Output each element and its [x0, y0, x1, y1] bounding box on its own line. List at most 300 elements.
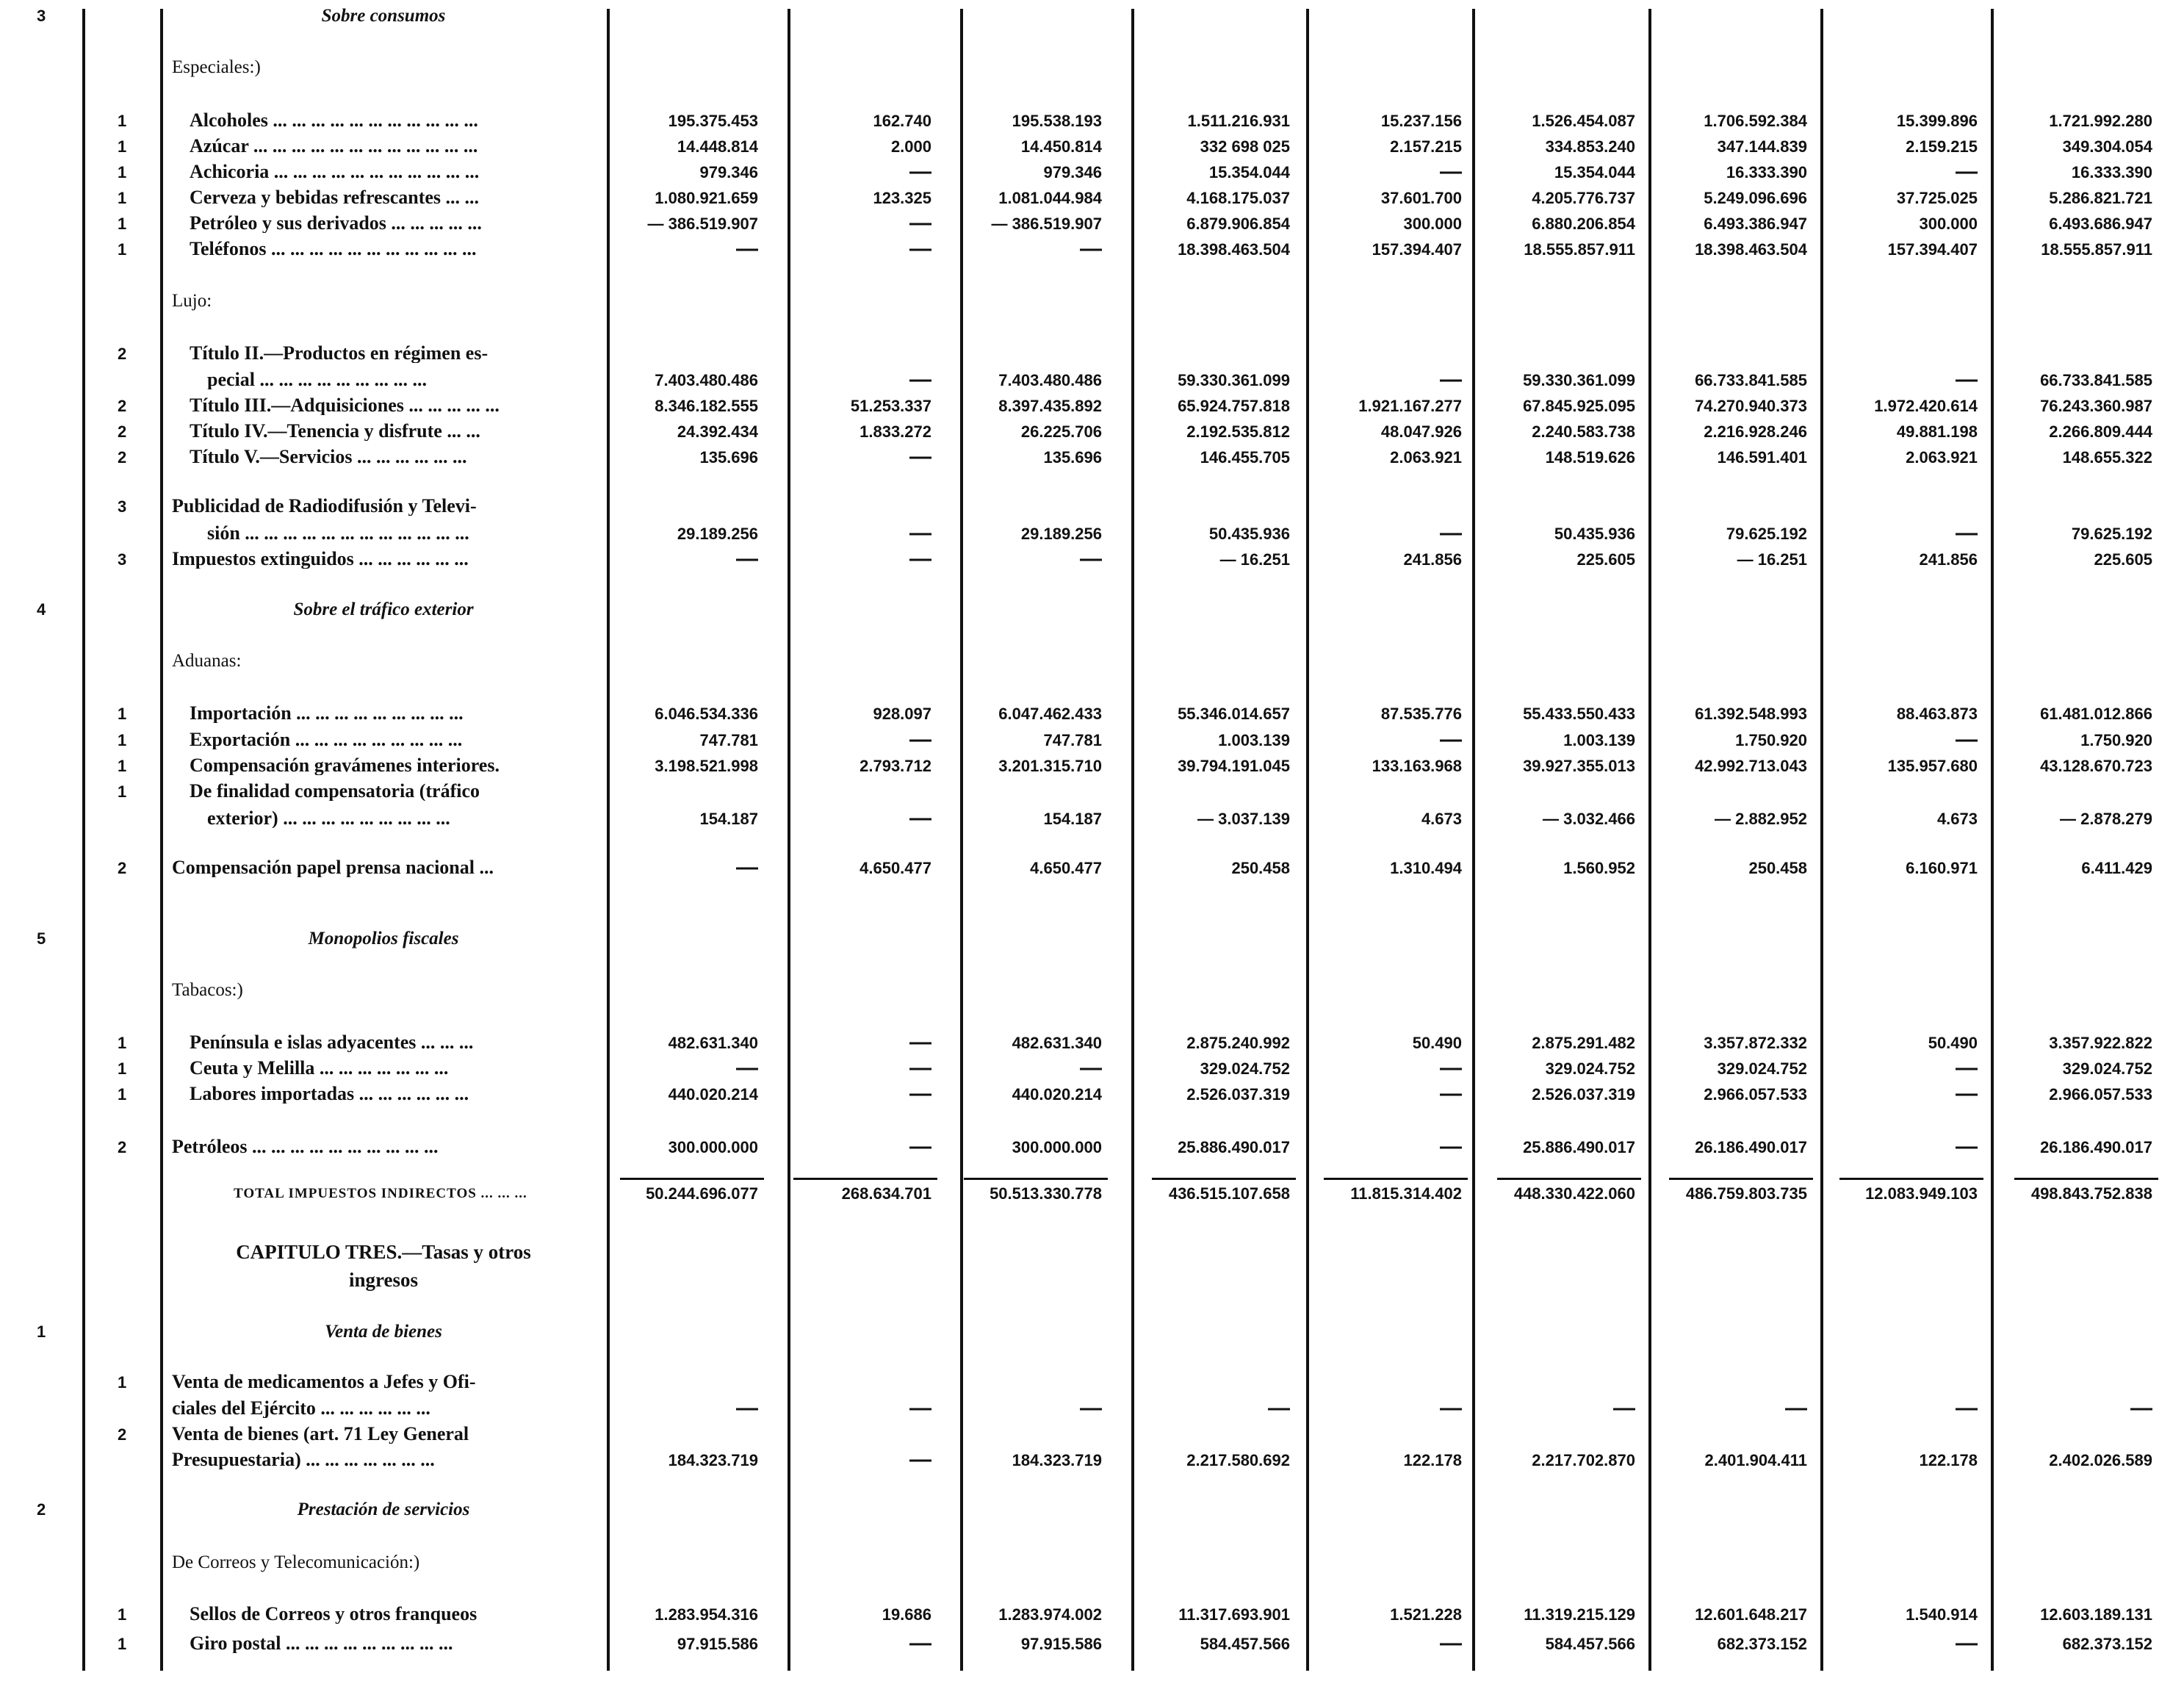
section-heading: Sobre consumos — [321, 6, 446, 26]
amount-cell: 55.346.014.657 — [1178, 705, 1290, 723]
amount-cell: 747.781 — [1043, 731, 1102, 749]
amount-cell: — — [1956, 727, 1978, 752]
concept-label: Azúcar ... ... ... ... ... ... ... ... ... ... ... ... — [190, 137, 478, 156]
amount-cell: 2.402.026.589 — [2049, 1451, 2152, 1469]
amount-cell: — — [909, 521, 931, 545]
column-rule — [1991, 9, 1994, 1671]
amount-cell: 146.591.401 — [1717, 448, 1807, 467]
amount-cell: 18.398.463.504 — [1178, 240, 1290, 259]
amount-cell: 5.249.096.696 — [1704, 189, 1807, 207]
concept-label: Título IV.—Tenencia y disfrute ... ... — [190, 422, 480, 441]
amount-cell: 76.243.360.987 — [2040, 397, 2152, 415]
section-code: 1 — [37, 1322, 46, 1341]
section-heading: Prestación de servicios — [297, 1500, 470, 1519]
amount-cell: 1.283.954.316 — [655, 1605, 758, 1624]
amount-cell: 6.411.429 — [2081, 859, 2152, 877]
total-amount-cell: 448.330.422.060 — [1513, 1184, 1635, 1203]
amount-cell: 50.490 — [1928, 1034, 1978, 1052]
amount-cell: 2.401.904.411 — [1704, 1451, 1807, 1469]
concept-label: Labores importadas ... ... ... ... ... ... — [190, 1084, 469, 1104]
group-label: Aduanas: — [172, 651, 242, 671]
column-rule — [1131, 9, 1134, 1671]
amount-cell: 3.201.315.710 — [998, 757, 1102, 775]
amount-cell: 334.853.240 — [1545, 137, 1635, 156]
subtotal-rule — [1324, 1178, 1468, 1180]
concept-label: Compensación papel prensa nacional ... — [172, 858, 494, 877]
amount-cell: 195.375.453 — [668, 112, 758, 130]
amount-cell: 195.538.193 — [1012, 112, 1102, 130]
amount-cell: 329.024.752 — [1717, 1059, 1807, 1078]
amount-cell: 2.966.057.533 — [2049, 1085, 2152, 1104]
total-label: TOTAL IMPUESTOS INDIRECTOS ... ... ... — [234, 1186, 527, 1201]
amount-cell: 1.511.216.931 — [1187, 112, 1290, 130]
subtotal-rule — [2014, 1178, 2158, 1180]
amount-cell: 48.047.926 — [1380, 422, 1462, 441]
concept-code: 1 — [118, 1635, 127, 1653]
amount-cell: 2.216.928.246 — [1704, 422, 1807, 441]
amount-cell: — — [1613, 1396, 1635, 1420]
amount-cell: — — [1440, 1056, 1462, 1080]
total-amount-cell: 50.244.696.077 — [646, 1184, 758, 1203]
amount-cell: 440.020.214 — [1012, 1085, 1102, 1104]
amount-cell: 300.000.000 — [668, 1138, 758, 1156]
amount-cell: 8.346.182.555 — [655, 397, 758, 415]
amount-cell: 1.750.920 — [1735, 731, 1807, 749]
amount-cell: — — [1956, 1396, 1978, 1420]
concept-label: Exportación ... ... ... ... ... ... ... ... ... — [190, 730, 463, 749]
amount-cell: 25.886.490.017 — [1523, 1138, 1635, 1156]
concept-label: Petróleos ... ... ... ... ... ... ... ... ... ... — [172, 1137, 439, 1156]
amount-cell: — — [1268, 1396, 1290, 1420]
amount-cell: 2.875.240.992 — [1186, 1034, 1290, 1052]
amount-cell: 3.357.872.332 — [1704, 1034, 1807, 1052]
amount-cell: 2.240.583.738 — [1532, 422, 1635, 441]
column-rule — [1472, 9, 1475, 1671]
amount-cell: 66.733.841.585 — [1695, 371, 1807, 389]
total-amount-cell: 12.083.949.103 — [1865, 1184, 1978, 1203]
amount-cell: 15.354.044 — [1554, 163, 1635, 181]
amount-cell: — — [736, 855, 758, 879]
amount-cell: 1.972.420.614 — [1874, 397, 1978, 415]
amount-cell: 154.187 — [1043, 810, 1102, 828]
subtotal-rule — [1839, 1178, 1983, 1180]
amount-cell: 148.655.322 — [2062, 448, 2152, 467]
amount-cell: 979.346 — [699, 163, 758, 181]
amount-cell: 14.448.814 — [677, 137, 758, 156]
amount-cell: 39.794.191.045 — [1178, 757, 1290, 775]
amount-cell: 37.725.025 — [1896, 189, 1978, 207]
amount-cell: 11.317.693.901 — [1178, 1605, 1290, 1624]
group-label: Especiales:) — [172, 57, 261, 77]
amount-cell: — — [1440, 159, 1462, 184]
amount-cell: — — [1956, 1134, 1978, 1159]
amount-cell: — — [1956, 1056, 1978, 1080]
concept-code: 1 — [118, 757, 127, 775]
amount-cell: 11.319.215.129 — [1524, 1605, 1635, 1624]
amount-cell: — 386.519.907 — [647, 215, 758, 233]
amount-cell: 300.000 — [1919, 215, 1978, 233]
amount-cell: 135.696 — [1043, 448, 1102, 467]
concept-code: 1 — [118, 1605, 127, 1624]
amount-cell: 329.024.752 — [1545, 1059, 1635, 1078]
amount-cell: 4.673 — [1421, 810, 1462, 828]
amount-cell: — — [1956, 1081, 1978, 1106]
amount-cell: 65.924.757.818 — [1178, 397, 1290, 415]
amount-cell: 133.163.968 — [1372, 757, 1462, 775]
amount-cell: — 2.878.279 — [2060, 810, 2152, 828]
amount-cell: 50.490 — [1412, 1034, 1462, 1052]
amount-cell: 8.397.435.892 — [998, 397, 1102, 415]
amount-cell: — — [909, 211, 931, 235]
concept-code: 2 — [118, 397, 127, 415]
amount-cell: 15.399.896 — [1896, 112, 1978, 130]
amount-cell: 18.555.857.911 — [2041, 240, 2152, 259]
amount-cell: 329.024.752 — [1200, 1059, 1290, 1078]
amount-cell: 97.915.586 — [677, 1635, 758, 1653]
amount-cell: — — [909, 1081, 931, 1106]
amount-cell: — — [1080, 1056, 1102, 1080]
amount-cell: 26.225.706 — [1020, 422, 1102, 441]
amount-cell: — — [909, 1134, 931, 1159]
amount-cell: 2.526.037.319 — [1532, 1085, 1635, 1104]
amount-cell: — — [1440, 727, 1462, 752]
amount-cell: — — [909, 444, 931, 469]
amount-cell: 1.921.167.277 — [1358, 397, 1462, 415]
amount-cell: 2.000 — [890, 137, 931, 156]
concept-label: Impuestos extinguidos ... ... ... ... ... ... — [172, 550, 469, 569]
amount-cell: — 386.519.907 — [991, 215, 1102, 233]
section-heading: Venta de bienes — [325, 1322, 442, 1342]
amount-cell: 329.024.752 — [2062, 1059, 2152, 1078]
amount-cell: 16.333.390 — [2071, 163, 2152, 181]
concept-code: 1 — [118, 1373, 127, 1392]
amount-cell: 12.601.648.217 — [1695, 1605, 1807, 1624]
concept-label: Península e islas adyacentes ... ... ... — [190, 1033, 474, 1052]
subtotal-rule — [793, 1178, 937, 1180]
amount-cell: 2.217.702.870 — [1532, 1451, 1635, 1469]
amount-cell: 1.081.044.984 — [998, 189, 1102, 207]
amount-cell: 2.875.291.482 — [1532, 1034, 1635, 1052]
amount-cell: 1.560.952 — [1563, 859, 1635, 877]
concept-label: exterior) ... ... ... ... ... ... ... ... ... — [207, 809, 450, 828]
total-amount-cell: 50.513.330.778 — [990, 1184, 1102, 1203]
amount-cell: 162.740 — [873, 112, 931, 130]
amount-cell: 184.323.719 — [1012, 1451, 1102, 1469]
amount-cell: — — [1956, 159, 1978, 184]
column-rule — [1648, 9, 1651, 1671]
group-label: Tabacos:) — [172, 980, 243, 1000]
concept-code: 2 — [118, 859, 127, 877]
subtotal-rule — [964, 1178, 1108, 1180]
amount-cell: 2.063.921 — [1906, 448, 1978, 467]
concept-label: Publicidad de Radiodifusión y Televi- — [172, 497, 477, 516]
amount-cell: 59.330.361.099 — [1178, 371, 1290, 389]
amount-cell: 49.881.198 — [1896, 422, 1978, 441]
amount-cell: 19.686 — [882, 1605, 931, 1624]
amount-cell: 6.493.686.947 — [2049, 215, 2152, 233]
amount-cell: 26.186.490.017 — [2040, 1138, 2152, 1156]
amount-cell: 2.159.215 — [1906, 137, 1978, 156]
concept-label: Compensación gravámenes interiores. — [190, 756, 500, 775]
total-amount-cell: 11.815.314.402 — [1350, 1184, 1462, 1203]
amount-cell: 225.605 — [2094, 550, 2152, 569]
amount-cell: 24.392.434 — [677, 422, 758, 441]
amount-cell: 66.733.841.585 — [2040, 371, 2152, 389]
amount-cell: 61.392.548.993 — [1695, 705, 1807, 723]
amount-cell: 135.957.680 — [1887, 757, 1978, 775]
concept-label: Ceuta y Melilla ... ... ... ... ... ... ... — [190, 1059, 449, 1078]
amount-cell: 332 698 025 — [1200, 137, 1290, 156]
total-amount-cell: 498.843.752.838 — [2030, 1184, 2152, 1203]
concept-label: Sellos de Correos y otros franqueos — [190, 1605, 477, 1624]
amount-cell: 59.330.361.099 — [1523, 371, 1635, 389]
concept-label: ciales del Ejército ... ... ... ... ... ... — [172, 1399, 430, 1418]
chapter-title: ingresos — [348, 1269, 418, 1291]
amount-cell: 584.457.566 — [1545, 1635, 1635, 1653]
amount-cell: — — [736, 237, 758, 261]
concept-code: 1 — [118, 705, 127, 723]
amount-cell: 6.879.906.854 — [1186, 215, 1290, 233]
concept-code: 3 — [118, 497, 127, 516]
section-code: 2 — [37, 1500, 46, 1519]
amount-cell: — — [1440, 1081, 1462, 1106]
amount-cell: 4.168.175.037 — [1186, 189, 1290, 207]
chapter-title: CAPITULO TRES.—Tasas y otros — [236, 1241, 531, 1263]
concept-code: 1 — [118, 782, 127, 801]
amount-cell: 2.793.712 — [859, 757, 931, 775]
amount-cell: 1.706.592.384 — [1704, 112, 1807, 130]
amount-cell: 5.286.821.721 — [2049, 189, 2152, 207]
concept-label: Importación ... ... ... ... ... ... ... ... ... — [190, 704, 464, 723]
amount-cell: — 16.251 — [1219, 550, 1290, 569]
amount-cell: 12.603.189.131 — [2040, 1605, 2152, 1624]
amount-cell: 26.186.490.017 — [1695, 1138, 1807, 1156]
total-amount-cell: 436.515.107.658 — [1168, 1184, 1290, 1203]
concept-code: 1 — [118, 189, 127, 207]
column-rule — [1820, 9, 1823, 1671]
amount-cell: 50.435.936 — [1554, 525, 1635, 543]
amount-cell: 79.625.192 — [1726, 525, 1807, 543]
amount-cell: — — [736, 1056, 758, 1080]
amount-cell: 6.046.534.336 — [655, 705, 758, 723]
amount-cell: 747.781 — [699, 731, 758, 749]
amount-cell: — — [909, 547, 931, 571]
concept-label: sión ... ... ... ... ... ... ... ... ... ... ... ... — [207, 524, 469, 543]
concept-code: 1 — [118, 1059, 127, 1078]
amount-cell: — — [909, 1396, 931, 1420]
amount-cell: — — [909, 367, 931, 392]
amount-cell: 122.178 — [1403, 1451, 1462, 1469]
section-code: 5 — [37, 929, 46, 948]
amount-cell: 157.394.407 — [1372, 240, 1462, 259]
concept-code: 1 — [118, 163, 127, 181]
total-amount-cell: 486.759.803.735 — [1685, 1184, 1807, 1203]
amount-cell: 88.463.873 — [1896, 705, 1978, 723]
amount-cell: 300.000.000 — [1012, 1138, 1102, 1156]
concept-code: 1 — [118, 1085, 127, 1104]
concept-code: 2 — [118, 1138, 127, 1156]
amount-cell: — 3.037.139 — [1197, 810, 1290, 828]
concept-label: Cerveza y bebidas refrescantes ... ... — [190, 188, 480, 207]
amount-cell: 55.433.550.433 — [1523, 705, 1635, 723]
amount-cell: 16.333.390 — [1726, 163, 1807, 181]
concept-label: Venta de bienes (art. 71 Ley General — [172, 1425, 469, 1444]
amount-cell: 14.450.814 — [1020, 137, 1102, 156]
amount-cell: 440.020.214 — [668, 1085, 758, 1104]
group-label: Lujo: — [172, 291, 212, 311]
amount-cell: 43.128.670.723 — [2040, 757, 2152, 775]
amount-cell: — — [909, 1447, 931, 1472]
amount-cell: 1.310.494 — [1390, 859, 1462, 877]
amount-cell: 347.144.839 — [1717, 137, 1807, 156]
amount-cell: — — [1956, 521, 1978, 545]
amount-cell: 7.403.480.486 — [655, 371, 758, 389]
group-label: De Correos y Telecomunicación:) — [172, 1552, 420, 1572]
amount-cell: — 2.882.952 — [1715, 810, 1807, 828]
section-code: 4 — [37, 600, 46, 619]
amount-cell: 241.856 — [1403, 550, 1462, 569]
amount-cell: 928.097 — [873, 705, 931, 723]
concept-label: Título V.—Servicios ... ... ... ... ... ... — [190, 447, 467, 467]
amount-cell: 482.631.340 — [668, 1034, 758, 1052]
amount-cell: 482.631.340 — [1012, 1034, 1102, 1052]
concept-code: 2 — [118, 448, 127, 467]
amount-cell: — — [1080, 1396, 1102, 1420]
amount-cell: 157.394.407 — [1887, 240, 1978, 259]
amount-cell: 2.192.535.812 — [1186, 422, 1290, 441]
amount-cell: 148.519.626 — [1545, 448, 1635, 467]
amount-cell: 37.601.700 — [1380, 189, 1462, 207]
subtotal-rule — [620, 1178, 764, 1180]
amount-cell: 2.966.057.533 — [1704, 1085, 1807, 1104]
amount-cell: 146.455.705 — [1200, 448, 1290, 467]
concept-label: Título II.—Productos en régimen es- — [190, 344, 489, 363]
amount-cell: 29.189.256 — [1020, 525, 1102, 543]
amount-cell: — — [736, 1396, 758, 1420]
amount-cell: 250.458 — [1748, 859, 1807, 877]
amount-cell: 6.493.386.947 — [1704, 215, 1807, 233]
concept-code: 1 — [118, 240, 127, 259]
section-code: 3 — [37, 7, 46, 25]
amount-cell: — — [1956, 367, 1978, 392]
amount-cell: 123.325 — [873, 189, 931, 207]
amount-cell: 154.187 — [699, 810, 758, 828]
amount-cell: 74.270.940.373 — [1695, 397, 1807, 415]
amount-cell: — — [909, 1631, 931, 1655]
amount-cell: 349.304.054 — [2062, 137, 2152, 156]
concept-label: Achicoria ... ... ... ... ... ... ... ... ... ... ... — [190, 162, 480, 181]
concept-label: Teléfonos ... ... ... ... ... ... ... ... ... ... ... — [190, 240, 477, 259]
amount-cell: — — [1440, 521, 1462, 545]
amount-cell: — — [1080, 237, 1102, 261]
concept-code: 2 — [118, 345, 127, 363]
amount-cell: 1.833.272 — [859, 422, 931, 441]
amount-cell: 135.696 — [699, 448, 758, 467]
amount-cell: — 16.251 — [1737, 550, 1807, 569]
amount-cell: 6.880.206.854 — [1532, 215, 1635, 233]
amount-cell: — — [1956, 1631, 1978, 1655]
amount-cell: 1.721.992.280 — [2049, 112, 2152, 130]
amount-cell: 15.354.044 — [1208, 163, 1290, 181]
amount-cell: 1.283.974.002 — [998, 1605, 1102, 1624]
amount-cell: 50.435.936 — [1208, 525, 1290, 543]
amount-cell: — — [909, 727, 931, 752]
amount-cell: 97.915.586 — [1020, 1635, 1102, 1653]
amount-cell: 51.253.337 — [850, 397, 931, 415]
column-rule — [82, 9, 85, 1671]
amount-cell: 682.373.152 — [1717, 1635, 1807, 1653]
amount-cell: 225.605 — [1576, 550, 1635, 569]
amount-cell: 6.047.462.433 — [998, 705, 1102, 723]
amount-cell: 979.346 — [1043, 163, 1102, 181]
amount-cell: 4.650.477 — [859, 859, 931, 877]
amount-cell: 1.003.139 — [1563, 731, 1635, 749]
amount-cell: — — [909, 806, 931, 830]
amount-cell: 61.481.012.866 — [2040, 705, 2152, 723]
amount-cell: 1.080.921.659 — [655, 189, 758, 207]
amount-cell: 79.625.192 — [2071, 525, 2152, 543]
concept-label: Título III.—Adquisiciones ... ... ... ... ... — [190, 396, 500, 415]
concept-code: 1 — [118, 1034, 127, 1052]
amount-cell: — — [909, 159, 931, 184]
section-heading: Monopolios fiscales — [308, 929, 459, 949]
concept-code: 1 — [118, 112, 127, 130]
amount-cell: 15.237.156 — [1380, 112, 1462, 130]
concept-code: 1 — [118, 137, 127, 156]
amount-cell: — — [1080, 547, 1102, 571]
concept-code: 2 — [118, 422, 127, 441]
amount-cell: 682.373.152 — [2062, 1635, 2152, 1653]
amount-cell: 250.458 — [1231, 859, 1290, 877]
amount-cell: 87.535.776 — [1380, 705, 1462, 723]
concept-label: Alcoholes ... ... ... ... ... ... ... ... ... ... ... — [190, 111, 478, 130]
amount-cell: 1.003.139 — [1218, 731, 1290, 749]
amount-cell: 6.160.971 — [1906, 859, 1978, 877]
concept-label: De finalidad compensatoria (tráfico — [190, 782, 480, 801]
amount-cell: — — [1440, 1396, 1462, 1420]
amount-cell: 4.650.477 — [1030, 859, 1102, 877]
amount-cell: 300.000 — [1403, 215, 1462, 233]
amount-cell: 39.927.355.013 — [1523, 757, 1635, 775]
amount-cell: 3.198.521.998 — [655, 757, 758, 775]
amount-cell: 2.063.921 — [1390, 448, 1462, 467]
section-heading: Sobre el tráfico exterior — [293, 600, 474, 619]
amount-cell: 241.856 — [1919, 550, 1978, 569]
subtotal-rule — [1669, 1178, 1813, 1180]
amount-cell: — — [2130, 1396, 2152, 1420]
concept-label: Presupuestaria) ... ... ... ... ... ... ... — [172, 1450, 435, 1469]
amount-cell: 18.398.463.504 — [1695, 240, 1807, 259]
amount-cell: 184.323.719 — [668, 1451, 758, 1469]
amount-cell: 2.217.580.692 — [1186, 1451, 1290, 1469]
amount-cell: — — [1440, 1631, 1462, 1655]
amount-cell: — 3.032.466 — [1543, 810, 1635, 828]
concept-code: 1 — [118, 215, 127, 233]
amount-cell: 1.521.228 — [1390, 1605, 1462, 1624]
subtotal-rule — [1497, 1178, 1641, 1180]
amount-cell: 1.526.454.087 — [1532, 112, 1635, 130]
amount-cell: — — [909, 1056, 931, 1080]
concept-label: pecial ... ... ... ... ... ... ... ... ... — [207, 370, 427, 389]
amount-cell: 584.457.566 — [1200, 1635, 1290, 1653]
amount-cell: 67.845.925.095 — [1523, 397, 1635, 415]
amount-cell: 25.886.490.017 — [1178, 1138, 1290, 1156]
amount-cell: 3.357.922.822 — [2049, 1034, 2152, 1052]
concept-code: 1 — [118, 731, 127, 749]
subtotal-rule — [1152, 1178, 1296, 1180]
amount-cell: — — [1440, 367, 1462, 392]
concept-label: Giro postal ... ... ... ... ... ... ... ... ... — [190, 1634, 453, 1653]
